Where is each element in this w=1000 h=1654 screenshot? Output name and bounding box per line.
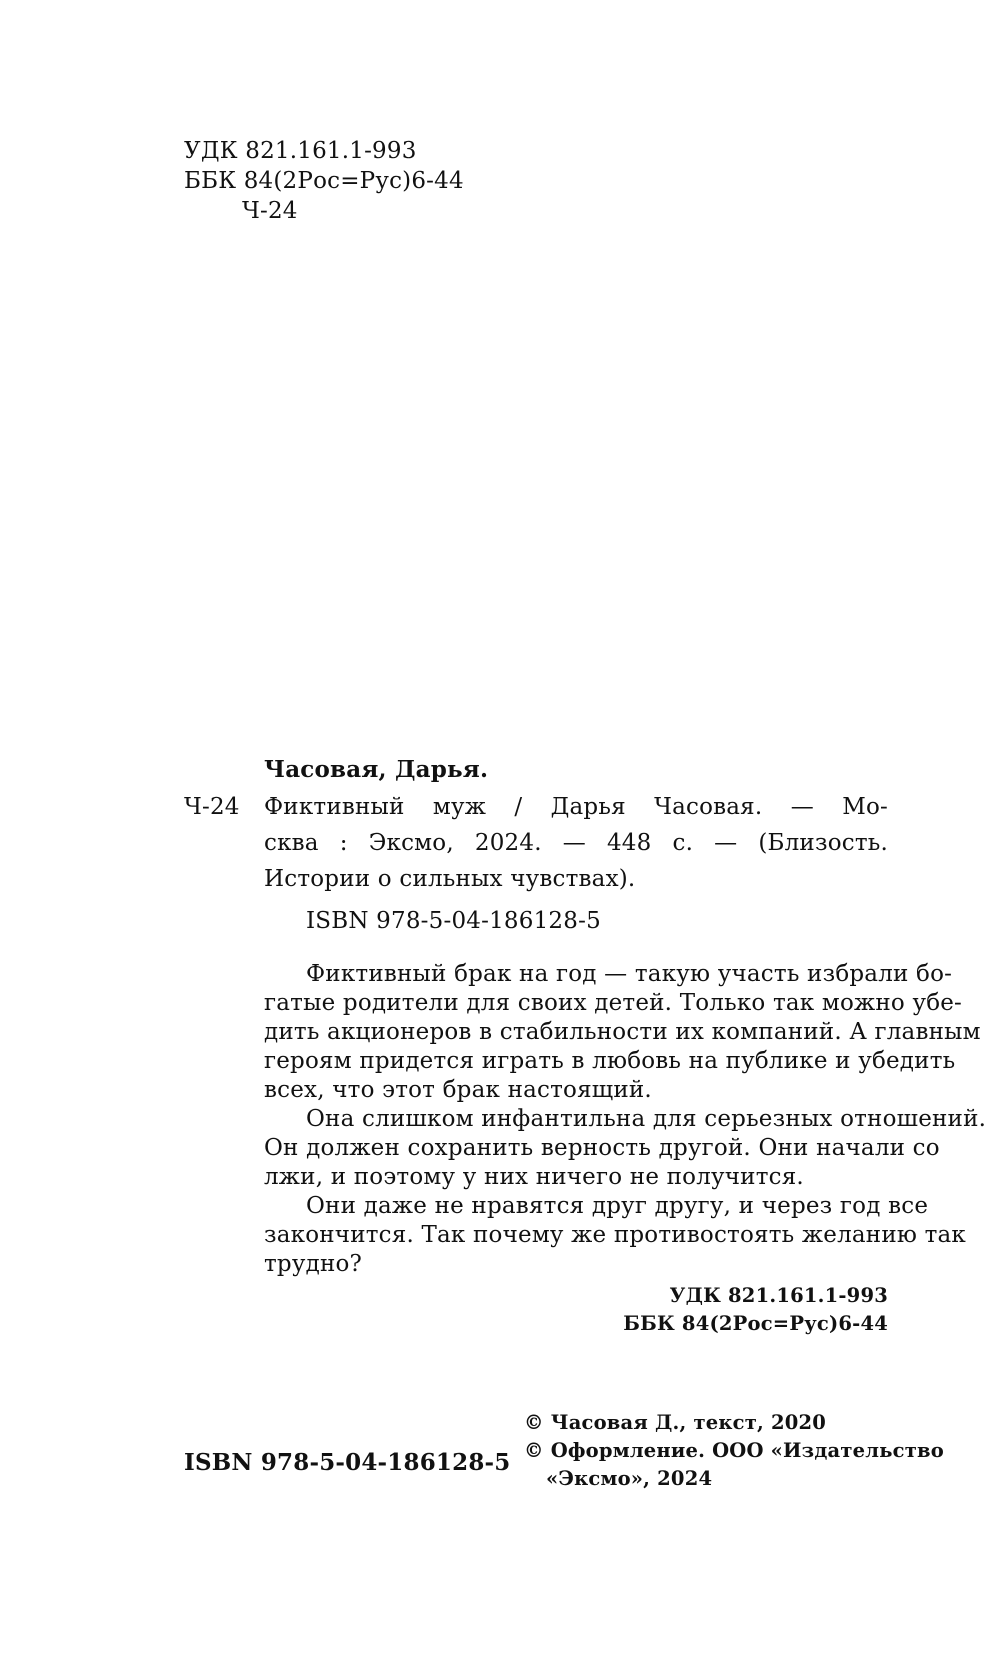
copyright-design: © Оформление. ООО «Издательство xyxy=(524,1439,944,1462)
author-mark: Ч-24 xyxy=(184,794,240,820)
annotation-line: героям придется играть в любовь на публике и убедить xyxy=(264,1048,956,1074)
annotation-line: закончится. Так почему же противостоять желанию так xyxy=(264,1222,966,1248)
annotation-line: лжи, и поэтому у них ничего не получится. xyxy=(264,1164,804,1190)
udk-code-bottom: УДК 821.161.1-993 xyxy=(669,1284,888,1307)
udk-code-top: УДК 821.161.1-993 xyxy=(184,138,417,164)
annotation-line: трудно? xyxy=(264,1251,363,1277)
annotation-line: всех, что этот брак настоящий. xyxy=(264,1077,652,1103)
description-line-1: Фиктивный муж / Дарья Часовая. — Мо- xyxy=(264,794,888,820)
annotation-line: дить акционеров в стабильности их компаний. А главным xyxy=(264,1019,981,1045)
copyright-text: © Часовая Д., текст, 2020 xyxy=(524,1411,827,1434)
annotation-line: Она слишком инфантильна для серьезных отношений. xyxy=(306,1106,987,1132)
isbn-record: ISBN 978-5-04-186128-5 xyxy=(306,908,601,934)
annotation-line: Он должен сохранить верность другой. Они начали со xyxy=(264,1135,940,1161)
annotation-line: гатые родители для своих детей. Только так можно убе- xyxy=(264,990,963,1016)
description-line-3: Истории о сильных чувствах). xyxy=(264,866,636,892)
annotation-line: Они даже не нравятся друг другу, и через год все xyxy=(306,1193,929,1219)
isbn-footer: ISBN 978-5-04-186128-5 xyxy=(184,1449,511,1476)
copyright-publisher: «Эксмо», 2024 xyxy=(546,1467,713,1490)
description-line-2: сква : Эксмо, 2024. — 448 с. — (Близость. xyxy=(264,830,888,856)
bbk-code-bottom: ББК 84(2Рос=Рус)6-44 xyxy=(623,1312,888,1335)
author-heading: Часовая, Дарья. xyxy=(264,756,489,783)
bbk-code-top: ББК 84(2Рос=Рус)6-44 xyxy=(184,168,464,194)
author-mark-top: Ч-24 xyxy=(242,198,298,224)
annotation-line: Фиктивный брак на год — такую участь избрали бо- xyxy=(306,961,953,987)
